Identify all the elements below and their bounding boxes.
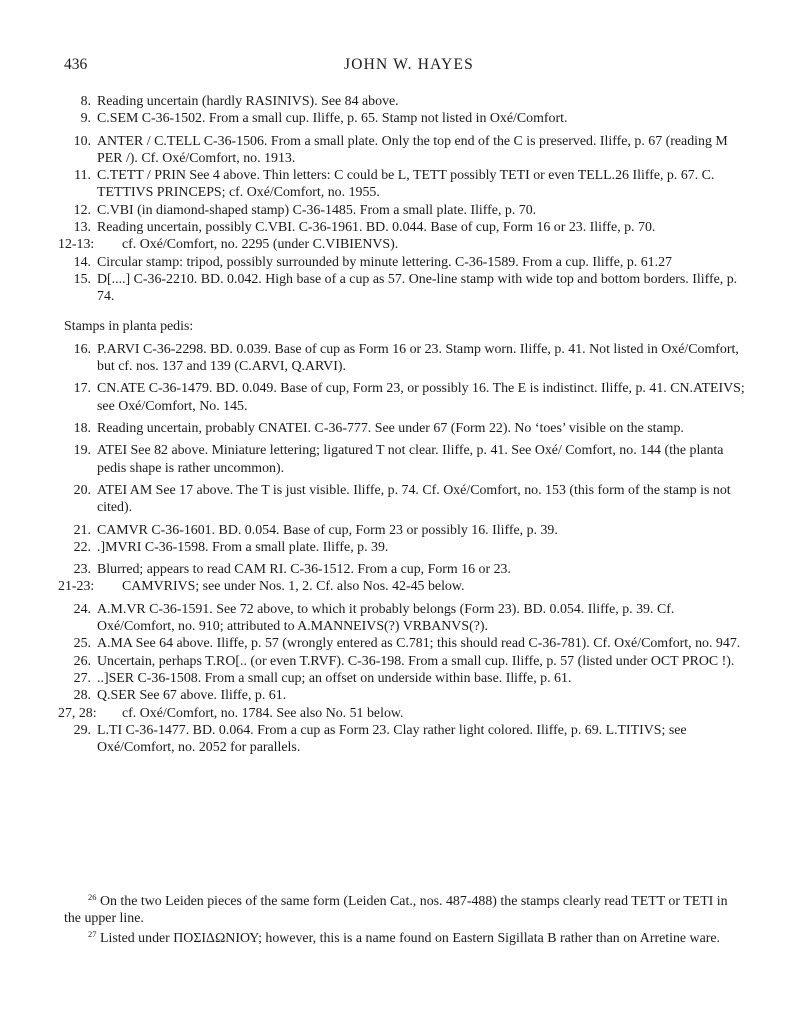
running-head: JOHN W. HAYES <box>343 56 474 73</box>
catalogue-entry: 8. Reading uncertain (hardly RASINIVS). See 84 above. <box>80 94 399 109</box>
catalogue-entry: 13. Reading uncertain, possibly C.VBI. C-36-1961. BD. 0.044. Base of cup, Form 16 or 23. Iliffe, p. 70. <box>73 220 656 236</box>
catalogue-body <box>58 93 746 756</box>
catalogue-entry: 21. CAMVR C-36-1601. BD. 0.054. Base of cup, Form 23 or possibly 16. Iliffe, p. 39. <box>73 522 558 538</box>
catalogue-entry: 9. C.SEM C-36-1502. From a small cup. Iliffe, p. 65. Stamp not listed in Oxé/Comfort. <box>80 111 568 127</box>
page-number: 436 <box>64 56 88 73</box>
catalogue-entry: 12. C.VBI (in diamond-shaped stamp) C-36-1485. From a small plate. Iliffe, p. 70. <box>73 202 537 218</box>
footnote: $^{26}$ On the two Leiden pieces of the same form (Leiden Cat., nos. 487-488) the stamps clearly read TETT or TETI in the upper line. <box>64 892 728 927</box>
catalogue-entry: 15. D[....] C-36-2210. BD. 0.042. High base of a cup as 57. One-line stamp with wide top and bottom borders. Iliffe, p. 74. <box>73 271 738 305</box>
catalogue-entry: 23. Blurred; appears to read CAM RI. C-36-1512. From a cup, Form 16 or 23. <box>73 562 511 578</box>
catalogue-entry: 28. Q.SER See 67 above. Iliffe, p. 61. <box>73 688 287 704</box>
catalogue-entry: 24. A.M.VR C-36-1591. See 72 above, to which it probably belongs (Form 23). BD. 0.054. Iliffe, p. 39. Cf. Oxé/Comfort, no. 910; attributed to A.MANNEIVS(?) VRBANVS(?). <box>73 601 675 635</box>
footnote: $^{27}$ Listed under ΠΟΣΙΔΩΝΙΟΥ; however, this is a name found on Eastern Sigillata B rather than on Arretine ware. <box>88 928 721 946</box>
catalogue-entry: 18. Reading uncertain, probably CNATEI. C-36-777. See under 67 (Form 22). No ‘toes’ visible on the stamp. <box>73 421 684 437</box>
footnotes <box>64 893 746 947</box>
catalogue-entry: 17. CN.ATE C-36-1479. BD. 0.049. Base of cup, Form 23, or possibly 16. The E is indistinct. Iliffe, p. 41. CN.ATEIVS; see Oxé/Comfort, No. 145. <box>73 381 745 414</box>
catalogue-entry: 14. Circular stamp: tripod, possibly surrounded by minute lettering. C-36-1589. From a cup. Iliffe, p. 61.27 <box>73 254 672 270</box>
catalogue-entry: 29. L.TI C-36-1477. BD. 0.064. From a cup as Form 23. Clay rather light colored. Iliffe, p. 69. L.TITIVS; see Oxé/Comfort, no. 2052 for parallels. <box>73 722 687 756</box>
catalogue-entry: 25. A.MA See 64 above. Iliffe, p. 57 (wrongly entered as C.781; this should read C-36-781). Cf. Oxé/Comfort, no. 947. <box>73 636 741 652</box>
catalogue-entry: 19. ATEI See 82 above. Miniature lettering; ligatured T not clear. Iliffe, p. 41. See Oxé/ Comfort, no. 144 (the planta pedis shape is rather uncommon). <box>73 443 724 476</box>
catalogue-entry: 27. ..]SER C-36-1508. From a small cup; an offset on underside within base. Iliffe, p. 61. <box>73 670 572 686</box>
catalogue-entry: 11. C.TETT / PRIN See 4 above. Thin letters: C could be L, TETT possibly TETI or even TELL.26 Iliffe, p. 67. C. TETTIVS PRINCEPS; cf. Oxé/Comfort, no. 1955. <box>74 168 715 201</box>
page-header <box>64 56 754 80</box>
section-heading: Stamps in planta pedis: <box>64 318 194 334</box>
catalogue-group-note: 21-23: CAMVRIVS; see under Nos. 1, 2. Cf. also Nos. 42-45 below. <box>58 579 465 595</box>
catalogue-entry: 20. ATEI AM See 17 above. The T is just visible. Iliffe, p. 74. Cf. Oxé/Comfort, no. 153 (this form of the stamp is not cited). <box>73 482 731 516</box>
catalogue-group-note: 27, 28: cf. Oxé/Comfort, no. 1784. See also No. 51 below. <box>58 705 404 721</box>
catalogue-entry: 22. .]MVRI C-36-1598. From a small plate. Iliffe, p. 39. <box>73 539 389 555</box>
catalogue-entry: 10. ANTER / C.TELL C-36-1506. From a small plate. Only the top end of the C is preserved. Iliffe, p. 67 (reading M PER /). Cf. Oxé/Comfort, no. 1913. <box>73 133 728 166</box>
catalogue-entry: 16. P.ARVI C-36-2298. BD. 0.039. Base of cup as Form 16 or 23. Stamp worn. Iliffe, p. 41. Not listed in Oxé/Comfort, but cf. nos. 137 and 139 (C.ARVI, Q.ARVI). <box>73 341 739 375</box>
catalogue-entry: 26. Uncertain, perhaps T.RO[.. (or even T.RVF). C-36-198. From a small cup. Iliffe, p. 57 (listed under OCT PROC !). <box>73 653 735 669</box>
catalogue-group-note: 12-13: cf. Oxé/Comfort, no. 2295 (under C.VIBIENVS). <box>58 237 399 253</box>
